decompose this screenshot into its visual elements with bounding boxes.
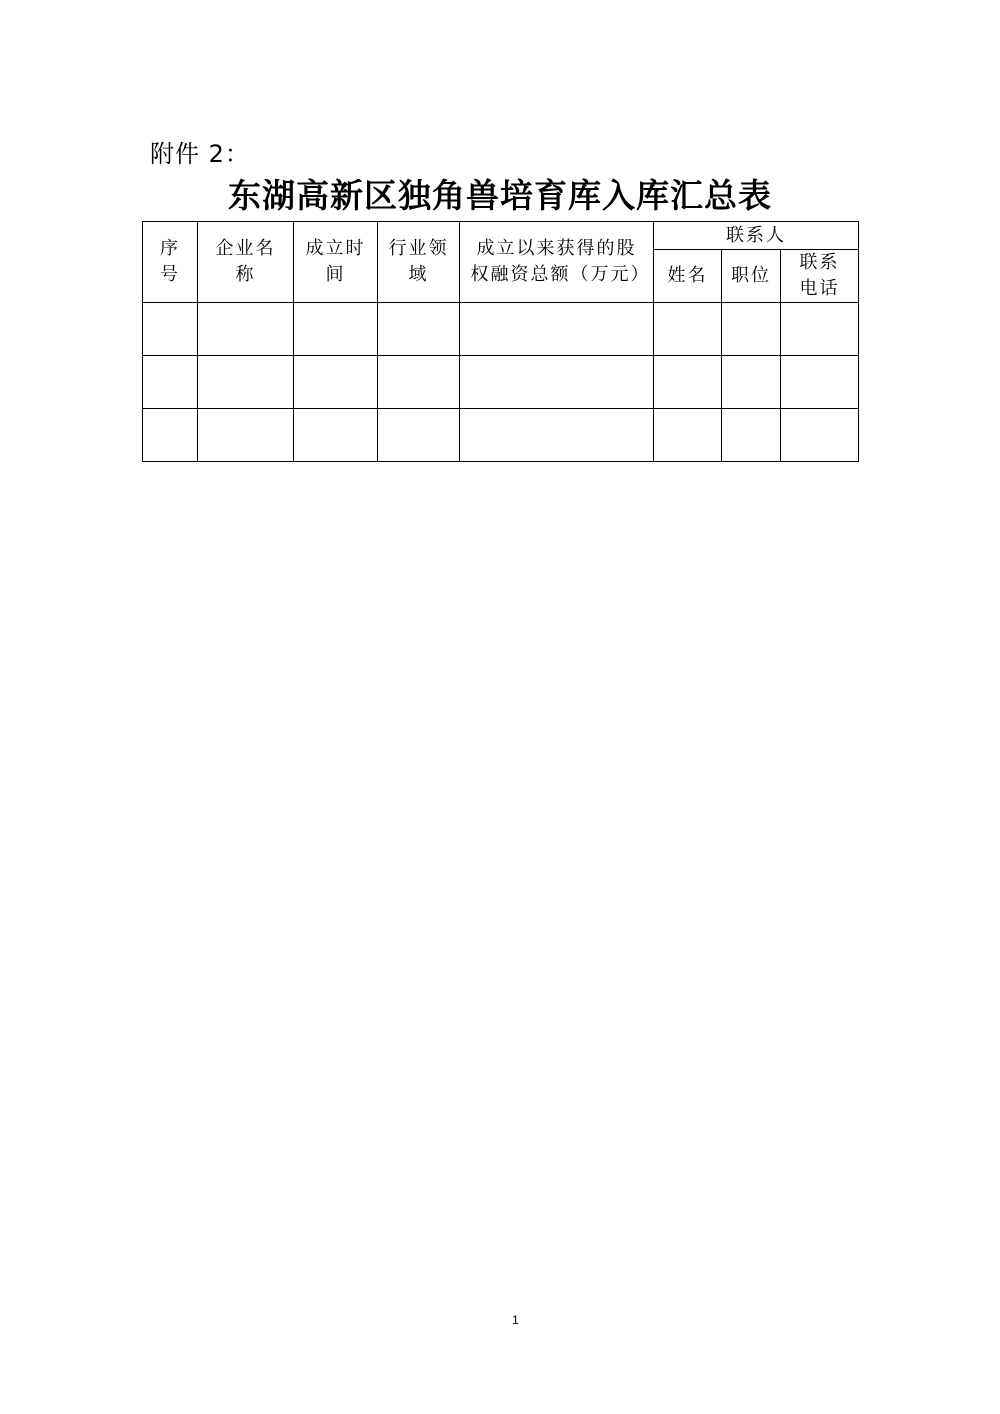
table-cell[interactable] bbox=[654, 409, 722, 462]
table-cell[interactable] bbox=[198, 303, 294, 356]
document-title: 东湖高新区独角兽培育库入库汇总表 bbox=[228, 176, 772, 215]
table-cell[interactable] bbox=[378, 303, 460, 356]
summary-table bbox=[142, 221, 859, 462]
table-cell[interactable] bbox=[781, 303, 859, 356]
table-header-row bbox=[143, 222, 859, 250]
header-founded: 成立时间 bbox=[294, 222, 378, 303]
header-contact-position: 职位 bbox=[722, 250, 781, 303]
table-cell[interactable] bbox=[378, 356, 460, 409]
page-number: 1 bbox=[512, 1313, 519, 1327]
table-cell[interactable] bbox=[460, 303, 654, 356]
table-cell[interactable] bbox=[654, 356, 722, 409]
table-row bbox=[143, 409, 859, 462]
table-cell[interactable] bbox=[460, 356, 654, 409]
table-cell[interactable] bbox=[294, 303, 378, 356]
table-cell[interactable] bbox=[460, 409, 654, 462]
header-contact-name: 姓名 bbox=[654, 250, 722, 303]
header-contact: 联系人 bbox=[654, 222, 859, 250]
table-cell[interactable] bbox=[143, 303, 198, 356]
header-industry: 行业领域 bbox=[378, 222, 460, 303]
table-row bbox=[143, 356, 859, 409]
table-cell[interactable] bbox=[722, 303, 781, 356]
table-cell[interactable] bbox=[722, 356, 781, 409]
table-cell[interactable] bbox=[378, 409, 460, 462]
table-cell[interactable] bbox=[781, 356, 859, 409]
header-equity-financing: 成立以来获得的股权融资总额（万元） bbox=[460, 222, 654, 303]
table-row bbox=[143, 303, 859, 356]
attachment-label: 附件 2： bbox=[150, 140, 250, 168]
table-cell[interactable] bbox=[654, 303, 722, 356]
table-cell[interactable] bbox=[294, 409, 378, 462]
table-cell[interactable] bbox=[294, 356, 378, 409]
header-contact-phone: 联系电话 bbox=[781, 250, 859, 303]
table-cell[interactable] bbox=[781, 409, 859, 462]
header-company-name: 企业名称 bbox=[198, 222, 294, 303]
table-cell[interactable] bbox=[143, 356, 198, 409]
table-cell[interactable] bbox=[722, 409, 781, 462]
table-cell[interactable] bbox=[143, 409, 198, 462]
table-cell[interactable] bbox=[198, 409, 294, 462]
table-cell[interactable] bbox=[198, 356, 294, 409]
header-seq: 序号 bbox=[143, 222, 198, 303]
